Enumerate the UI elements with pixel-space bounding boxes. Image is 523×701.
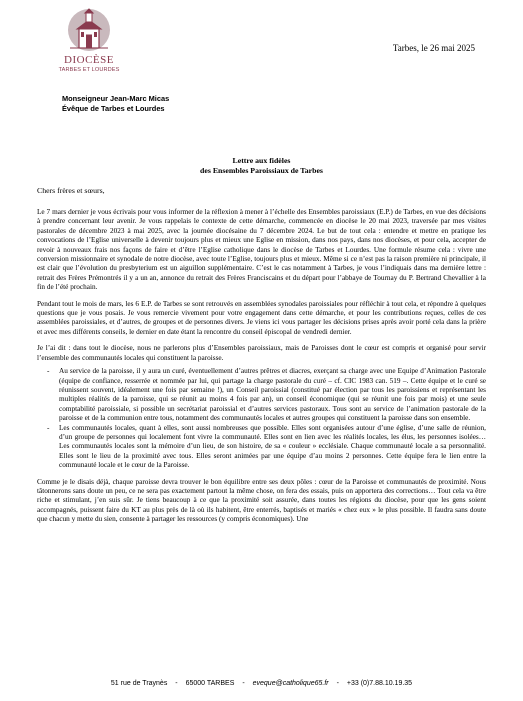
list-dash: - [47, 367, 50, 376]
footer-separator: - [242, 680, 245, 687]
diocese-logo [52, 8, 126, 80]
letter-body [37, 208, 486, 532]
list-item [47, 423, 486, 471]
letter-footer [0, 679, 523, 688]
place-date: Tarbes, le 26 mai 2025 [392, 43, 475, 53]
footer-address: 51 rue de Traynès [110, 680, 168, 687]
sender-block [62, 94, 169, 114]
footer-email-link[interactable]: eveque@catholique65.fr [252, 680, 329, 687]
subject-line-2: des Ensembles Paroissiaux de Tarbes [200, 166, 323, 175]
list-item-text: Les communautés locales, quant à elles, sont aussi nombreuses que possible. Elles sont organisées autour d’une église, d’une salle de réunion, d’un groupe de personnes qui localement font vivre la communauté. Elles sont en lien avec les réalités locales, les élus, les personnes isolées… Les communautés locales sont la mémoire d’un lieu, de son histoire, de sa « couleur » ecclésiale. Chaque communauté locale a sa personnalité. Elles sont le lieu de la proximité avec tous. Elles seront animées par une équipe d’au moins 2 personnes. Cette équipe fera le lien entre la communauté locale et le cœur de la Paroisse. [59, 423, 486, 470]
organisation-list [37, 367, 486, 470]
footer-city: 65000 TARBES [185, 680, 235, 687]
footer-separator: - [336, 680, 339, 687]
logo-title: DIOCÈSE [64, 54, 114, 66]
footer-phone: +33 (0)7.88.10.19.35 [346, 680, 413, 687]
letter-subject [0, 156, 523, 176]
sender-name: Monseigneur Jean-Marc Micas [62, 94, 170, 103]
footer-separator: - [175, 680, 178, 687]
list-dash: - [47, 423, 50, 432]
list-item [47, 367, 486, 423]
salutation: Chers frères et sœurs, [37, 186, 105, 195]
paragraph: Le 7 mars dernier je vous écrivais pour vous informer de la réflexion à mener à l’échelle des Ensembles paroissiaux (E.P.) de Tarbes, en vue des décisions à prendre concernant leur avenir. Je vous rappelais le contexte de cette démarche, commencée en diocèse le 20 mai 2023, traversée par mes visites pastorales de décembre 2023 à mai 2025, avec la journée diocésaine du 7 décembre 2024. Le but de tout cela : entendre et mettre en pratique les convocations de l’Eglise universelle à devenir toujours plus et mieux une Eglise en mission, dans nos pays, dans nos diocèses, et pour cela, accepter de revoir à nouveaux frais nos façons de faire et d’être l’Eglise catholique dans le diocèse de Tarbes et Lourdes. Une formule résume cela : vivre une conversion missionnaire et synodale de notre diocèse, avec toute l’Eglise, toujours plus et mieux. Même si ce n’est pas la raison première ni principale, il est clair que l’évolution du presbyterium est un aiguillon supplémentaire. C’est le cas notamment à Tarbes, je vous l’indiquais dans ma dernière lettre : retrait des Frères Prémontrés il y a un an, annonce du retrait des Frères Franciscains et du départ pour l’abbaye de Tournay du P. Bertrand Chevallier à la fin de l’été prochain. [37, 208, 486, 292]
paragraph: Comme je le disais déjà, chaque paroisse devra trouver le bon équilibre entre ses deux pôles : cœur de la Paroisse et communautés de proximité. Nous tâtonnerons sans doute un peu, ce ne sera pas exactement partout la même chose, on fera des essais, puis on apportera des corrections… Tout cela va être riche et stimulant, j’en suis sûr. Je tiens beaucoup à ce que la proximité soit assurée, dans toutes les régions du diocèse, pour que les gens soient accompagnés, puissent faire du KT au plus près de là où ils habitent, être enterrés, baptisés et mariés « chez eux » le plus possible. Il faudra sans doute que chacun y mette du sien, consente à partager les ressources (y compris économiques). Une [37, 477, 486, 524]
list-item-text: Au service de la paroisse, il y aura un curé, éventuellement d’autres prêtres et diacres, exerçant sa charge avec une Equipe d’Animation Pastorale (équipe de confiance, resserrée et nommée par lui, qui partage la charge pastorale du curé – cf. CIC 1983 can. 519 –. Cette équipe et le curé se réunissent souvent, idéalement une fois par semaine !), un Conseil paroissial (constitué par élection par tous les paroissiens et représentant les multiples réalités de la paroisse, qui se réunit au moins 4 fois par an), un conseil économique (qui se réunit une fois par mois) et une seule comptabilité paroissiale, si possible un secrétariat paroissial et d’autres services pastoraux. Tous sont au service de l’animation pastorale de la paroisse et de la communion entre tous, notamment des communautés locales et autres groupes qui constituent la paroisse dans son ensemble. [59, 367, 486, 423]
paragraph: Pendant tout le mois de mars, les 6 E.P. de Tarbes se sont retrouvés en assemblées synodales paroissiales pour réfléchir à tout cela, et répondre à quelques questions que je vous posais. Je vous remercie vivement pour votre engagement dans cette démarche, et pour les contributions reçues, celles de ces assemblées paroissiales, et d’autres, de groupes et de personnes divers. Je viens ici vous partager les décisions prises après avoir porté cela dans la prière et avec mes différents conseils, le dernier en date étant la rencontre du conseil épiscopal de vendredi dernier. [37, 299, 486, 336]
church-emblem-icon [52, 8, 126, 54]
sender-role: Évêque de Tarbes et Lourdes [62, 104, 165, 113]
paragraph: Je l’ai dit : dans tout le diocèse, nous ne parlerons plus d’Ensembles paroissiaux, mais de Paroisses dont le cœur est compris et organisé pour servir l’ensemble des communautés locales qui constituent la paroisse. [37, 344, 486, 362]
subject-line-1: Lettre aux fidèles [232, 156, 291, 165]
logo-subtitle: TARBES ET LOURDES [58, 67, 120, 73]
